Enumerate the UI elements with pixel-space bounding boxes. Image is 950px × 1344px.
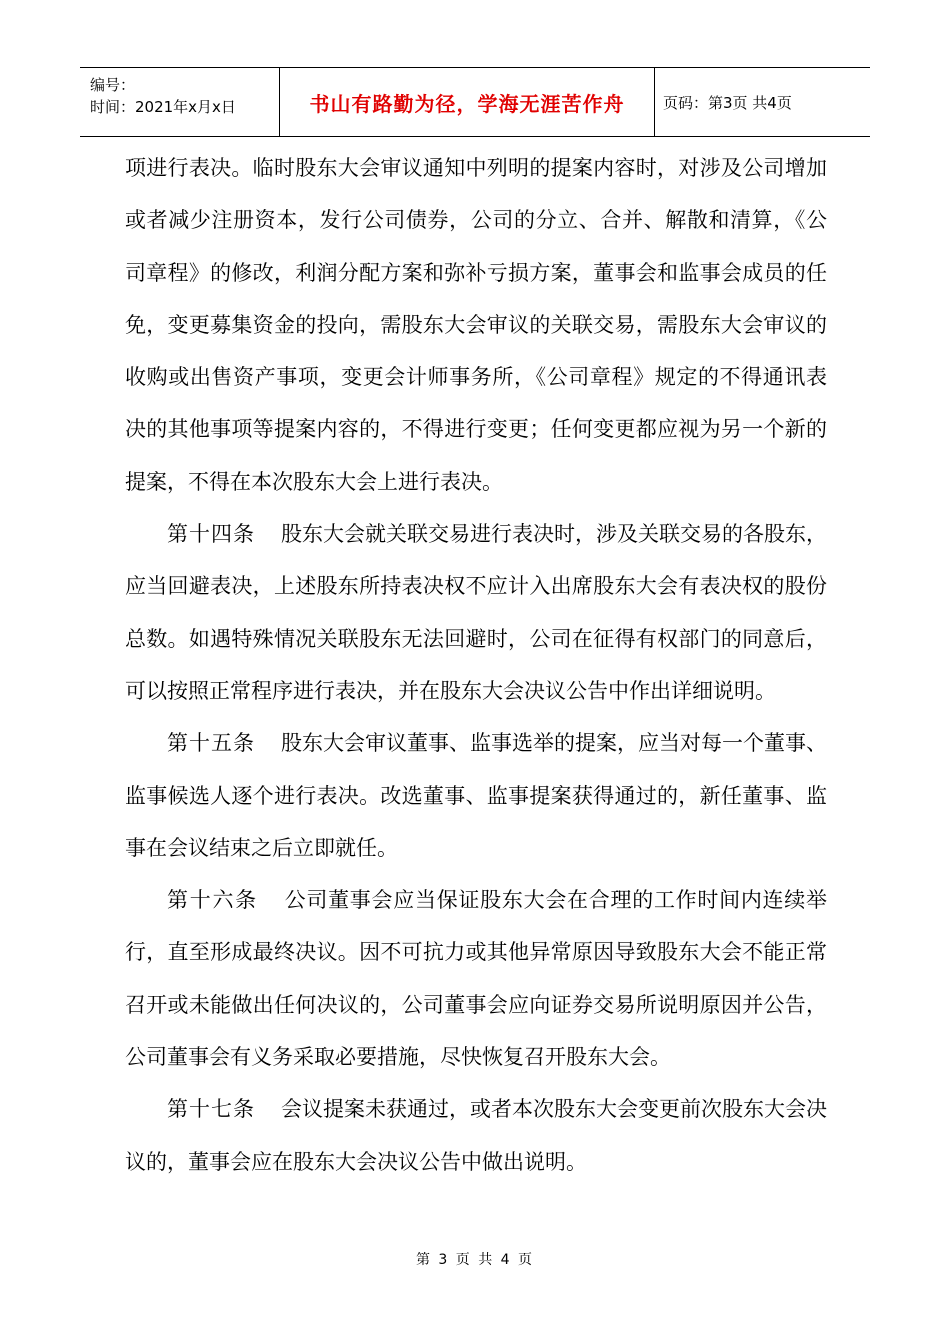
- paragraph-continued: [125, 142, 827, 508]
- paragraph-text: 项进行表决。临时股东大会审议通知中列明的提案内容时，对涉及公司增加或者减少注册资本，发行公司债券，公司的分立、合并、解散和清算，《公司章程》的修改，利润分配方案和弥补亏损方案，董事会和监事会成员的任免，变更募集资金的投向，需股东大会审议的关联交易，需股东大会审议的收购或出售资产事项，变更会计师事务所，《公司章程》规定的不得通讯表决的其他事项等提案内容的，不得进行变更；任何变更都应视为另一个新的提案，不得在本次股东大会上进行表决。: [125, 156, 827, 494]
- article-17: [125, 1083, 827, 1188]
- article-text: 会议提案未获通过，或者本次股东大会变更前次股东大会决议的，董事会应在股东大会决议公告中做出说明。: [125, 1097, 827, 1174]
- article-15: [125, 717, 827, 874]
- page-header: [80, 67, 870, 137]
- article-text: 公司董事会应当保证股东大会在合理的工作时间内连续举行，直至形成最终决议。因不可抗力或其他异常原因导致股东大会不能正常召开或未能做出任何决议的，公司董事会应向证券交易所说明原因并公告，公司董事会有义务采取必要措施，尽快恢复召开股东大会。: [125, 888, 828, 1070]
- article-text: 股东大会审议董事、监事选举的提案，应当对每一个董事、监事候选人逐个进行表决。改选董事、监事提案获得通过的，新任董事、监事在会议结束之后立即就任。: [125, 731, 827, 860]
- document-time: 时间：2021年x月x日: [90, 98, 236, 116]
- article-14: [125, 508, 827, 717]
- article-label: 第十四条: [167, 522, 255, 547]
- page-footer: 第 3 页 共 4 页: [415, 1252, 535, 1268]
- document-body: [125, 142, 827, 1188]
- article-label: 第十六条: [167, 888, 258, 913]
- document-number: 编号：: [90, 76, 136, 94]
- article-16: [125, 874, 827, 1083]
- article-label: 第十五条: [167, 731, 255, 756]
- header-page-info: 页码：第3页 共4页: [663, 93, 792, 112]
- article-label: 第十七条: [167, 1097, 255, 1122]
- article-text: 股东大会就关联交易进行表决时，涉及关联交易的各股东，应当回避表决，上述股东所持表决权不应计入出席股东大会有表决权的股份总数。如遇特殊情况关联股东无法回避时，公司在征得有权部门的同意后，可以按照正常程序进行表决，并在股东大会决议公告中作出详细说明。: [125, 522, 827, 703]
- header-motto: 书山有路勤为径，学海无涯苦作舟: [280, 68, 655, 136]
- header-meta: [80, 68, 280, 136]
